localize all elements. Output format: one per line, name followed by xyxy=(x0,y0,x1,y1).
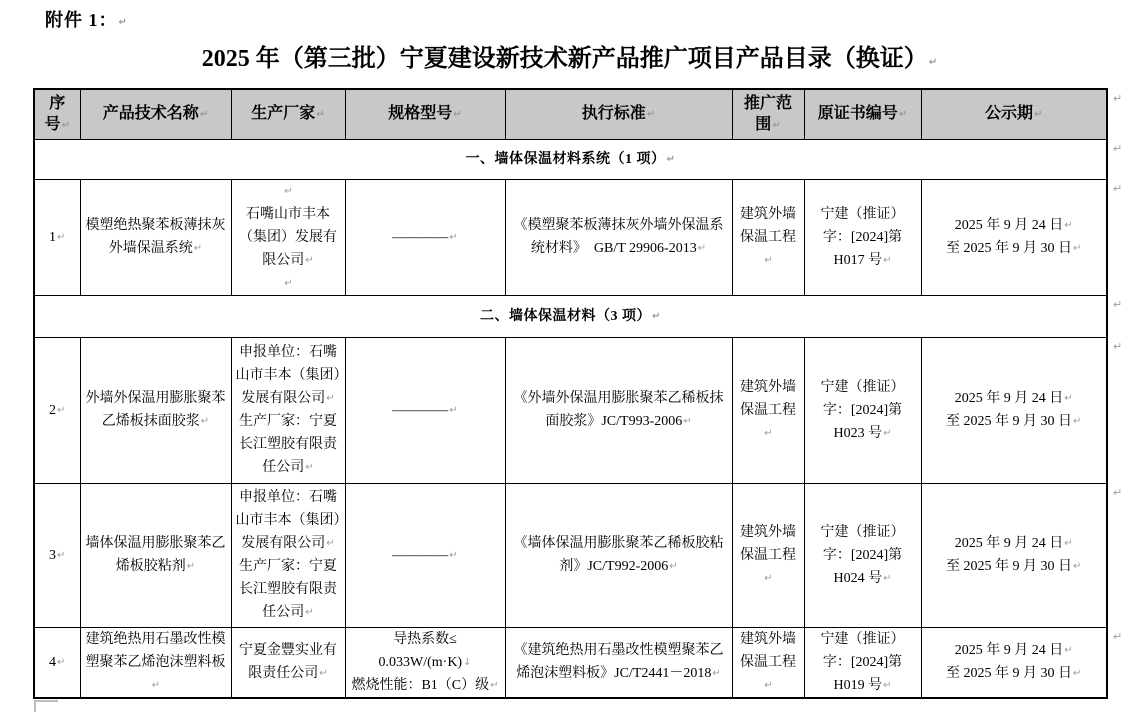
cell-paragraph xyxy=(925,555,1104,578)
row-end-mark: ↵ xyxy=(1113,142,1123,155)
serial-cell xyxy=(34,179,80,295)
cell-paragraph xyxy=(84,532,228,578)
pilcrow-mark: ↵ xyxy=(764,572,773,584)
row-end-mark: ↵ xyxy=(1113,630,1123,643)
cell-paragraph xyxy=(736,521,801,590)
cell-text: 至 2025 年 9 月 30 日 xyxy=(946,414,1073,429)
pilcrow-mark: ↵ xyxy=(284,277,293,289)
cell-text: 《建筑绝热用石墨改性模塑聚苯乙烯泡沫塑料板》JC/T2441－2018 xyxy=(513,643,724,682)
cell-paragraph xyxy=(349,628,502,651)
cell-text: 1 xyxy=(49,229,57,245)
cell-paragraph xyxy=(925,237,1104,260)
cell-text: 2025 年 9 月 24 日 xyxy=(954,643,1064,659)
page-title-text: 2025 年（第三批）宁夏建设新技术新产品推广项目产品目录（换证） xyxy=(201,46,928,72)
pilcrow-mark: ↵ xyxy=(764,679,773,691)
row-end-mark: ↵ xyxy=(1113,298,1123,311)
cell-paragraph xyxy=(349,544,502,567)
cell-paragraph xyxy=(736,203,801,272)
cert-number-cell xyxy=(804,627,921,698)
cell-paragraph xyxy=(235,341,342,410)
page-title xyxy=(33,38,1106,73)
cell-text: 4 xyxy=(49,654,57,670)
cell-paragraph xyxy=(38,399,77,422)
table-body xyxy=(34,139,1107,698)
manufacturer-cell xyxy=(231,483,345,627)
cell-paragraph xyxy=(349,651,502,674)
cell-text: 2025 年 9 月 24 日 xyxy=(954,391,1064,406)
pilcrow-mark: ↵ xyxy=(305,607,314,618)
cert-number-cell xyxy=(804,179,921,295)
pilcrow-mark: ↵ xyxy=(1073,561,1082,572)
pilcrow-mark: ↵ xyxy=(1073,416,1082,427)
spec-cell xyxy=(345,483,505,627)
section-title-cell xyxy=(34,295,1107,337)
product-name-cell xyxy=(80,483,231,627)
section-title: 一、墙体保温材料系统（1 项） xyxy=(465,151,666,167)
table-row xyxy=(34,179,1107,295)
cell-paragraph xyxy=(925,532,1104,555)
pilcrow-mark: ↵ xyxy=(449,549,458,561)
header-label: 原证书编号 xyxy=(817,105,898,123)
scope-cell xyxy=(732,627,804,698)
header-period-cell xyxy=(921,89,1107,139)
cell-paragraph xyxy=(235,486,342,555)
cell-text: 2 xyxy=(49,402,57,418)
spec-cell xyxy=(345,179,505,295)
table-row xyxy=(34,337,1107,483)
cell-paragraph xyxy=(925,662,1104,685)
cell-text: 申报单位：石嘴山市丰本（集团）发展有限公司 xyxy=(235,490,341,551)
catalog-table-wrap xyxy=(33,88,1123,699)
cell-paragraph xyxy=(925,410,1104,433)
scope-cell xyxy=(732,337,804,483)
cell-text: 生产厂家：宁夏长江塑胶有限责任公司 xyxy=(239,414,337,475)
pilcrow-mark: ↵ xyxy=(118,17,128,28)
header-label: 产品技术名称 xyxy=(102,105,199,123)
cell-paragraph xyxy=(509,639,729,685)
cell-paragraph xyxy=(84,387,228,433)
standard-cell xyxy=(505,627,732,698)
pilcrow-mark: ↵ xyxy=(326,538,335,549)
cell-paragraph xyxy=(509,387,729,433)
row-end-mark: ↵ xyxy=(1113,486,1123,499)
cell-paragraph xyxy=(84,628,228,697)
serial-cell xyxy=(34,483,80,627)
pilcrow-mark: ↵ xyxy=(57,404,66,416)
cell-paragraph xyxy=(808,376,918,445)
header-product-name-cell xyxy=(80,89,231,139)
table-head xyxy=(34,89,1107,139)
pilcrow-mark: ↵ xyxy=(57,549,66,561)
header-standard-cell xyxy=(505,89,732,139)
cell-text: 《外墙外保温用膨胀聚苯乙稀板抹面胶浆》JC/T993-2006 xyxy=(513,391,724,429)
pilcrow-mark: ↵ xyxy=(1064,538,1073,549)
cell-paragraph xyxy=(808,521,918,590)
pilcrow-mark: ↵ xyxy=(1064,393,1073,404)
cell-paragraph xyxy=(736,376,801,445)
pilcrow-mark: ↵ xyxy=(652,310,661,322)
cell-paragraph xyxy=(925,387,1104,410)
cell-text: 建筑外墙保温工程 xyxy=(740,631,796,670)
cell-text: ———— xyxy=(392,547,449,563)
manufacturer-cell xyxy=(231,627,345,698)
spec-cell xyxy=(345,627,505,698)
cell-paragraph xyxy=(509,532,729,578)
header-label: 规格型号 xyxy=(388,105,453,123)
cell-paragraph xyxy=(925,639,1104,662)
pilcrow-mark: ↵ xyxy=(305,254,314,266)
header-cert-number-cell xyxy=(804,89,921,139)
table-row xyxy=(34,627,1107,698)
cell-text: ———— xyxy=(392,229,449,245)
pilcrow-mark: ↵ xyxy=(883,679,892,691)
pilcrow-mark: ↵ xyxy=(193,243,203,254)
pilcrow-mark: ↵ xyxy=(305,462,314,473)
cell-text: 宁建（推证）字：[2024]第 H017 号 xyxy=(820,206,905,268)
cell-text: 宁建（推证）字：[2024]第 H023 号 xyxy=(820,379,905,441)
pilcrow-mark: ↵ xyxy=(490,679,499,691)
pilcrow-mark: ↵ xyxy=(883,572,892,584)
row-end-mark: ↵ xyxy=(1113,92,1123,105)
header-scope-cell xyxy=(732,89,804,139)
pilcrow-mark: ↵ xyxy=(772,119,781,131)
cell-paragraph xyxy=(925,214,1104,237)
pilcrow-mark: ↵ xyxy=(898,109,908,121)
pilcrow-mark: ↵ xyxy=(883,254,892,266)
header-label: 序号 xyxy=(44,94,66,133)
period-cell xyxy=(921,179,1107,295)
cell-text: 建筑外墙保温工程 xyxy=(740,379,796,418)
pilcrow-mark: ↵ xyxy=(449,231,458,243)
cell-paragraph xyxy=(235,180,342,203)
manufacturer-cell xyxy=(231,179,345,295)
row-end-mark: ↵ xyxy=(1113,182,1123,195)
cell-text: 燃烧性能：B1（C）级 xyxy=(351,677,490,693)
pilcrow-mark: ↵ xyxy=(453,109,462,121)
header-label: 生产厂家 xyxy=(251,105,316,123)
row-end-mark: ↵ xyxy=(1113,340,1123,353)
section-row xyxy=(34,139,1107,179)
pilcrow-mark: ↵ xyxy=(449,404,458,416)
cell-text: 至 2025 年 9 月 30 日 xyxy=(946,559,1073,574)
cell-text: ———— xyxy=(392,402,449,418)
section-row xyxy=(34,295,1107,337)
cell-text: 石嘴山市丰本（集团）发展有限公司 xyxy=(239,206,337,268)
catalog-table xyxy=(33,88,1108,699)
header-serial-cell xyxy=(34,89,80,139)
header-label: 执行标准 xyxy=(581,105,646,123)
cert-number-cell xyxy=(804,483,921,627)
pilcrow-mark: ↵ xyxy=(928,57,938,68)
pilcrow-mark: ↵ xyxy=(666,153,676,165)
pilcrow-mark: ↵ xyxy=(697,243,707,254)
cell-paragraph xyxy=(509,214,729,260)
product-name-cell xyxy=(80,337,231,483)
cell-paragraph xyxy=(235,639,342,685)
cell-paragraph xyxy=(38,651,77,674)
pilcrow-mark: ↵ xyxy=(319,668,328,680)
section-title: 二、墙体保温材料（3 项） xyxy=(480,308,652,324)
cell-text: 2025 年 9 月 24 日 xyxy=(954,536,1064,551)
standard-cell xyxy=(505,179,732,295)
cell-text: 至 2025 年 9 月 30 日 xyxy=(946,666,1073,682)
cell-text: 导热系数≤ xyxy=(393,631,457,647)
header-manufacturer-cell xyxy=(231,89,345,139)
pilcrow-mark: ↵ xyxy=(284,185,293,197)
header-row xyxy=(34,89,1107,139)
section-title-cell xyxy=(34,139,1107,179)
cell-text: 宁夏金豐实业有限责任公司 xyxy=(239,643,337,682)
pilcrow-mark: ↵ xyxy=(764,254,773,266)
attachment-label xyxy=(45,6,128,32)
pilcrow-mark: ↵ xyxy=(61,119,70,131)
pilcrow-mark: ↵ xyxy=(57,231,66,243)
cell-text: 《墙体保温用膨胀聚苯乙稀板胶粘剂》JC/T992-2006 xyxy=(513,536,724,574)
linebreak-mark: ↓ xyxy=(463,656,472,668)
cell-text: 宁建（推证）字：[2024]第 H019 号 xyxy=(820,631,905,693)
pilcrow-mark: ↵ xyxy=(712,668,721,680)
attachment-label-text: 附件 1： xyxy=(45,10,118,30)
pilcrow-mark: ↵ xyxy=(326,393,335,404)
period-cell xyxy=(921,337,1107,483)
cell-text: 0.033W/(m·K) xyxy=(378,654,463,670)
header-spec-cell xyxy=(345,89,505,139)
header-label: 公示期 xyxy=(985,105,1034,123)
header-label: 推广范围 xyxy=(743,94,792,133)
pilcrow-mark: ↵ xyxy=(1064,645,1073,657)
pilcrow-mark: ↵ xyxy=(199,109,209,121)
pilcrow-mark: ↵ xyxy=(57,656,66,668)
cell-paragraph xyxy=(808,628,918,697)
pilcrow-mark: ↵ xyxy=(1034,109,1043,121)
pilcrow-mark: ↵ xyxy=(1073,668,1082,680)
cell-paragraph xyxy=(38,544,77,567)
cell-paragraph xyxy=(235,555,342,624)
product-name-cell xyxy=(80,627,231,698)
table-row xyxy=(34,483,1107,627)
manufacturer-cell xyxy=(231,337,345,483)
pilcrow-mark: ↵ xyxy=(669,561,678,572)
pilcrow-mark: ↵ xyxy=(646,109,656,121)
cell-paragraph xyxy=(38,226,77,249)
cell-text: 建筑绝热用石墨改性模塑聚苯乙烯泡沫塑料板 xyxy=(85,631,226,670)
cell-paragraph xyxy=(349,399,502,422)
cert-number-cell xyxy=(804,337,921,483)
pilcrow-mark: ↵ xyxy=(200,416,210,427)
cell-paragraph xyxy=(736,628,801,697)
standard-cell xyxy=(505,483,732,627)
pilcrow-mark: ↵ xyxy=(151,679,161,691)
cell-text: 3 xyxy=(49,547,57,563)
scope-cell xyxy=(732,179,804,295)
cell-text: 2025 年 9 月 24 日 xyxy=(954,218,1064,233)
cell-paragraph xyxy=(808,203,918,272)
cell-paragraph xyxy=(235,272,342,295)
cell-text: 建筑外墙保温工程 xyxy=(740,206,796,245)
period-cell xyxy=(921,627,1107,698)
cell-paragraph xyxy=(349,674,502,697)
pilcrow-mark: ↵ xyxy=(764,427,773,439)
pilcrow-mark: ↵ xyxy=(1073,243,1082,254)
pilcrow-mark: ↵ xyxy=(883,427,892,439)
cell-paragraph xyxy=(349,226,502,249)
cell-text: 墙体保温用膨胀聚苯乙烯板胶粘剂 xyxy=(85,536,226,574)
period-cell xyxy=(921,483,1107,627)
pilcrow-mark: ↵ xyxy=(316,109,325,121)
cell-text: 建筑外墙保温工程 xyxy=(740,524,796,563)
cell-paragraph xyxy=(84,214,228,260)
standard-cell xyxy=(505,337,732,483)
pilcrow-mark: ↵ xyxy=(1064,220,1073,231)
cell-text: 《模塑聚苯板薄抹灰外墙外保温系统材料》 GB/T 29906-2013 xyxy=(513,218,724,256)
cell-text: 至 2025 年 9 月 30 日 xyxy=(946,241,1073,256)
scope-cell xyxy=(732,483,804,627)
cell-text: 模塑绝热聚苯板薄抹灰外墙保温系统 xyxy=(85,218,226,256)
table-resize-corner xyxy=(34,700,58,712)
pilcrow-mark: ↵ xyxy=(186,561,196,572)
cell-paragraph xyxy=(235,410,342,479)
cell-text: 生产厂家：宁夏长江塑胶有限责任公司 xyxy=(239,559,337,620)
cell-text: 外墙外保温用膨胀聚苯乙烯板抹面胶浆 xyxy=(85,391,226,429)
serial-cell xyxy=(34,627,80,698)
cell-text: 宁建（推证）字：[2024]第 H024 号 xyxy=(820,524,905,586)
product-name-cell xyxy=(80,179,231,295)
spec-cell xyxy=(345,337,505,483)
pilcrow-mark: ↵ xyxy=(683,416,692,427)
cell-paragraph xyxy=(235,203,342,272)
cell-text: 申报单位：石嘴山市丰本（集团）发展有限公司 xyxy=(235,345,341,406)
serial-cell xyxy=(34,337,80,483)
